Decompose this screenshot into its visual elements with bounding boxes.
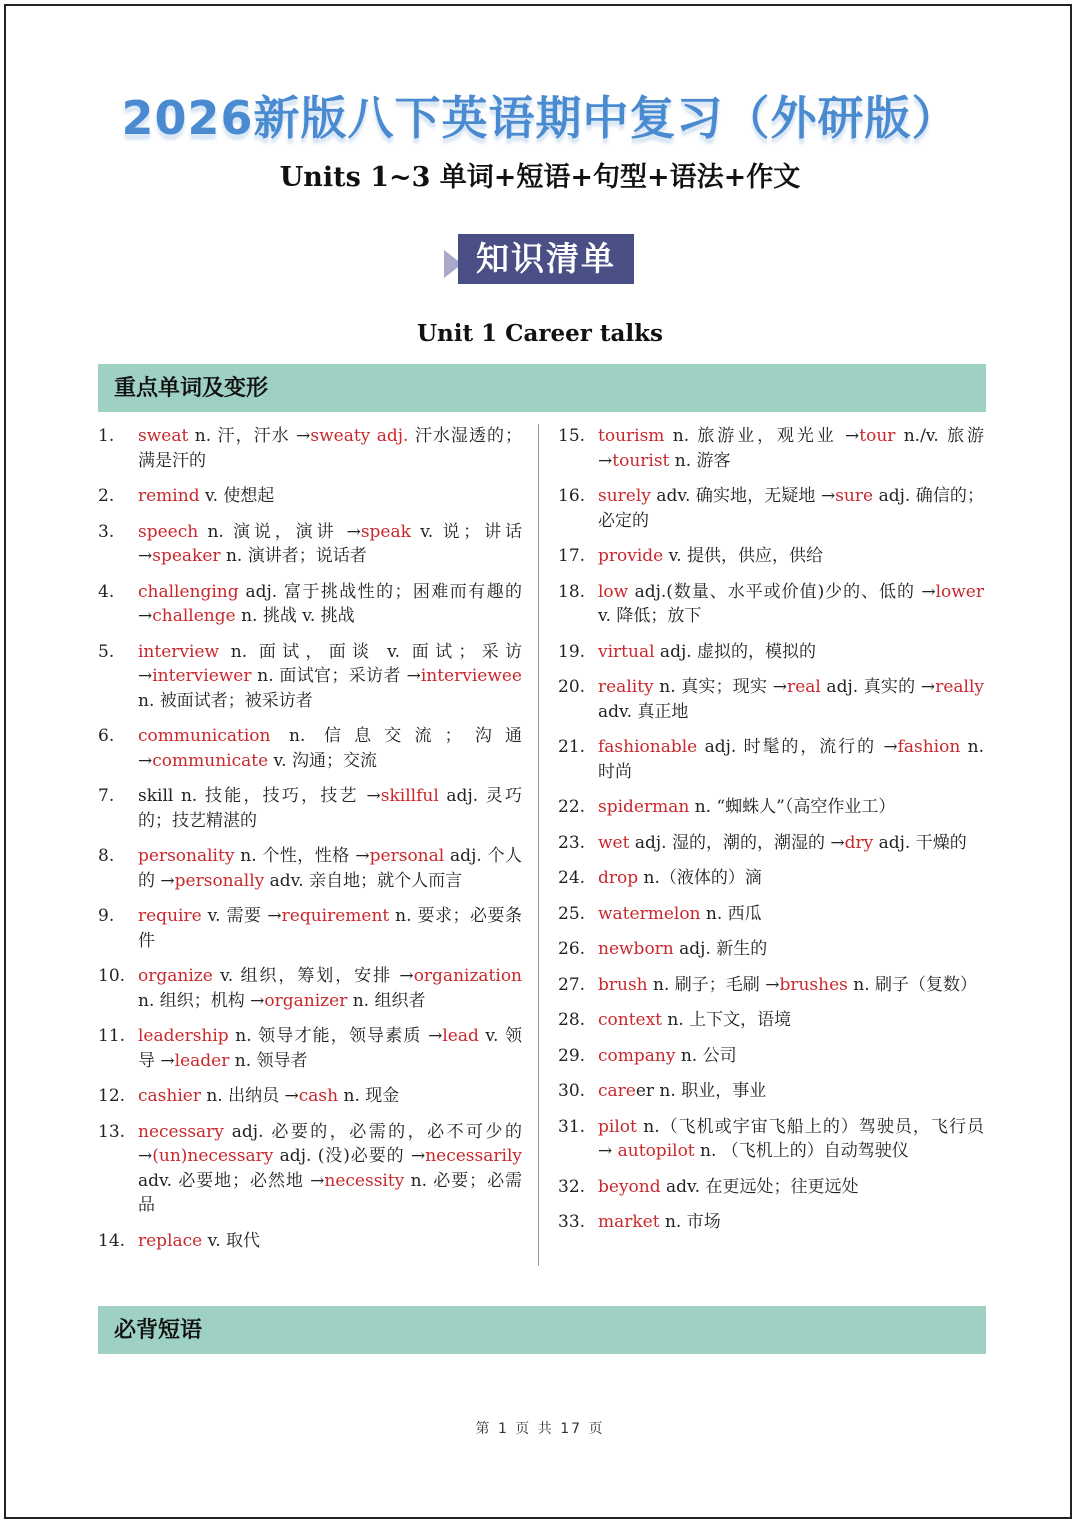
- page-number: 第 1 页 共 17 页: [475, 1421, 605, 1437]
- entry-number: 4.: [98, 581, 115, 602]
- entry-keyword: drop: [598, 868, 639, 888]
- entry-number: 8.: [98, 846, 115, 866]
- entry-keyword: tourism: [598, 426, 665, 446]
- entry-number: 10.: [98, 966, 126, 986]
- entry-definition: n. 市场: [659, 1212, 721, 1232]
- entry-definition: adj. 时髦的，流行的 →: [697, 737, 898, 757]
- entry-keyword: replace: [138, 1230, 203, 1251]
- entry-number: 15.: [558, 426, 586, 446]
- entry-number: 28.: [558, 1010, 586, 1030]
- column-divider: [538, 424, 539, 1266]
- entry-keyword: challenging: [138, 581, 239, 602]
- entry-number: 3.: [98, 521, 115, 542]
- entry-keyword: fashionable: [598, 737, 698, 757]
- entry-keyword: leadership: [138, 1026, 229, 1046]
- vocab-entry: [558, 735, 984, 784]
- vocab-entry: [558, 795, 984, 820]
- entry-definition: v. 沟通；交流: [268, 750, 377, 771]
- entry-definition: n. 真实；现实 →: [653, 677, 788, 697]
- entry-keyword: tour: [859, 426, 896, 446]
- entry-number: 26.: [558, 939, 586, 959]
- entry-number: 2.: [98, 486, 115, 506]
- entry-definition: n. 西瓜: [700, 903, 762, 924]
- entry-keyword: speech: [138, 521, 199, 542]
- entry-definition: 汗水湿透的；满是汗的: [138, 426, 523, 471]
- vocab-entry: [98, 424, 522, 473]
- entry-keyword: care: [598, 1081, 636, 1101]
- entry-number: 11.: [98, 1026, 126, 1046]
- entry-keyword: watermelon: [598, 903, 701, 924]
- entry-number: 9.: [98, 906, 115, 926]
- entry-definition: v. 组织，筹划，安排 →: [212, 966, 414, 986]
- page-subtitle: Units 1~3 单词+短语+句型+语法+作文: [279, 162, 801, 193]
- entry-definition: adv. 真正地: [598, 701, 689, 722]
- entry-definition: n. 演讲者；说话者: [220, 546, 367, 566]
- entry-definition: adj. 湿的，潮的，潮湿的 →: [629, 832, 845, 853]
- entry-definition: adv. 亲自地；就个人而言: [264, 870, 463, 891]
- entry-definition: n. 出纳员 →: [200, 1086, 299, 1106]
- entry-definition: v. 取代: [202, 1230, 261, 1251]
- entry-keyword: interviewer: [152, 666, 252, 686]
- entry-keyword: newborn: [598, 939, 674, 959]
- entry-definition: adj. 新生的: [673, 939, 768, 959]
- vocab-entry: [558, 1115, 984, 1164]
- entry-keyword: brushes: [779, 974, 848, 995]
- vocab-entry: [98, 520, 522, 569]
- vocab-entry: [98, 484, 522, 509]
- entry-definition: adj. 个人的 →: [138, 846, 523, 891]
- entry-keyword: real: [787, 677, 821, 697]
- vocab-entry: [98, 580, 522, 629]
- entry-definition: adv. 必要地；必然地 →: [138, 1170, 325, 1191]
- entry-number: 31.: [558, 1116, 586, 1137]
- entry-definition: n. 组织者: [347, 990, 426, 1011]
- entry-definition: v. 使想起: [199, 486, 275, 506]
- vocab-entry: [558, 902, 984, 927]
- entry-definition: n. 公司: [675, 1045, 737, 1066]
- entry-keyword: spiderman: [598, 797, 690, 817]
- entry-definition: n. 信息交流；沟通 →: [138, 726, 522, 771]
- entry-keyword: (un)necessary: [152, 1146, 274, 1166]
- entry-definition: v. 领导 →: [138, 1026, 522, 1071]
- entry-keyword: cash: [298, 1086, 339, 1106]
- vocab-entry: [558, 675, 984, 724]
- entry-number: 17.: [558, 546, 586, 566]
- section-header-phrases: 必背短语: [98, 1306, 986, 1354]
- entry-definition: n.（液体的）滴: [638, 868, 762, 888]
- vocab-entry: [558, 1079, 984, 1104]
- entry-number: 13.: [98, 1121, 126, 1142]
- entry-definition: adj. 确信的；必定的: [598, 486, 984, 531]
- entry-definition: n. 挑战 v. 挑战: [235, 606, 355, 626]
- entry-keyword: company: [598, 1045, 676, 1066]
- entry-definition: adv. 在更远处；往更远处: [660, 1176, 859, 1197]
- vocab-entry: [558, 544, 984, 569]
- entry-number: 33.: [558, 1212, 586, 1232]
- vocab-entry: [558, 1008, 984, 1033]
- vocab-entry: [98, 844, 522, 893]
- entry-keyword: speaker: [152, 546, 221, 566]
- badge-label: 知识清单: [458, 234, 634, 284]
- vocab-entry: [558, 973, 984, 998]
- entry-keyword: wet: [598, 832, 630, 853]
- entry-number: 18.: [558, 581, 586, 602]
- entry-keyword: personally: [174, 870, 265, 891]
- vocab-entry: [98, 1229, 522, 1254]
- entry-definition: n. 领导才能，领导素质 →: [228, 1026, 443, 1046]
- entry-definition: adj. 富于挑战性的；困难而有趣的 →: [138, 581, 522, 626]
- entry-definition: n. 汗，汗水 →: [188, 426, 311, 446]
- entry-keyword: necessity: [324, 1170, 405, 1191]
- entry-keyword: skillful: [380, 786, 439, 806]
- entry-definition: n. 必要；必需品: [138, 1170, 522, 1215]
- entry-definition: adj. 真实的 →: [820, 677, 936, 697]
- entry-definition: n. 要求；必要条件: [138, 906, 522, 951]
- entry-keyword: leader: [174, 1050, 230, 1071]
- entry-number: 12.: [98, 1086, 126, 1106]
- entry-definition: v. 降低；放下: [598, 606, 702, 626]
- vocab-entry: [558, 1044, 984, 1069]
- vocab-entry: [558, 1210, 984, 1235]
- entry-number: 32.: [558, 1176, 586, 1197]
- entry-definition: n. 面试官；采访者 →: [251, 666, 421, 686]
- entry-definition: n. 个性，性格 →: [234, 846, 370, 866]
- vocab-entry: [98, 964, 522, 1013]
- entry-keyword: provide: [598, 546, 664, 566]
- entry-keyword: lower: [935, 581, 984, 602]
- vocab-entry: [558, 831, 984, 856]
- vocab-entry: [98, 1084, 522, 1109]
- entry-keyword: surely: [598, 486, 651, 506]
- entry-keyword: brush: [598, 974, 648, 995]
- entry-definition: n. “蜘蛛人”（高空作业工）: [689, 797, 896, 817]
- entry-definition: n. 刷子；毛刷 →: [647, 974, 780, 995]
- entry-keyword: communication: [138, 726, 271, 746]
- entry-definition: n.（飞机或宇宙飞船上的）驾驶员，飞行员 →: [598, 1116, 984, 1161]
- vocab-entry: [98, 1120, 522, 1218]
- vocab-entry: [558, 640, 984, 665]
- entry-definition: n. 刷子（复数）: [847, 974, 978, 995]
- entry-definition: adj. 干燥的: [873, 832, 967, 853]
- entry-number: 16.: [558, 486, 586, 506]
- entry-definition: n. 面试，面谈 v. 面试；采访 →: [138, 641, 522, 686]
- entry-keyword: cashier: [138, 1086, 201, 1106]
- entry-keyword: necessarily: [425, 1146, 522, 1166]
- vocab-entry: [558, 580, 984, 629]
- entry-number: 22.: [558, 797, 586, 817]
- entry-keyword: necessary: [138, 1121, 224, 1142]
- entry-keyword: sure: [835, 486, 874, 506]
- entry-keyword: sweaty adj.: [310, 426, 409, 446]
- entry-definition: adj.(数量、水平或价值)少的、低的 →: [628, 581, 936, 602]
- entry-number: 29.: [558, 1045, 586, 1066]
- entry-keyword: speak: [360, 521, 411, 542]
- entry-definition: n. 被面试者；被采访者: [138, 690, 313, 711]
- entry-definition: v. 提供，供应，供给: [663, 546, 824, 566]
- entry-keyword: autopilot: [617, 1141, 695, 1161]
- entry-keyword: remind: [138, 486, 200, 506]
- vocab-column-right: [558, 424, 984, 1246]
- entry-keyword: really: [935, 677, 984, 697]
- entry-definition: n. 游客: [669, 450, 731, 471]
- entry-keyword: virtual: [598, 641, 655, 662]
- entry-definition: n. 时尚: [598, 737, 984, 782]
- entry-definition: n. （飞机上的）自动驾驶仪: [694, 1141, 909, 1161]
- vocab-entry: [98, 1024, 522, 1073]
- vocab-entry: [558, 937, 984, 962]
- entry-definition: er n. 职业，事业: [635, 1081, 767, 1101]
- entry-number: 30.: [558, 1081, 586, 1101]
- vocab-entry: [558, 866, 984, 891]
- entry-keyword: fashion: [897, 737, 961, 757]
- entry-keyword: beyond: [598, 1176, 661, 1197]
- entry-keyword: dry: [844, 832, 874, 853]
- entry-definition: adj. (没)必要的 →: [273, 1146, 426, 1166]
- entry-number: 7.: [98, 786, 115, 806]
- entry-definition: n. 组织；机构 →: [138, 990, 265, 1011]
- entry-definition: v. 说；讲话 →: [138, 521, 522, 566]
- entry-number: 20.: [558, 677, 586, 697]
- entry-definition: adj. 灵巧的；技艺精湛的: [138, 786, 522, 831]
- entry-number: 27.: [558, 974, 586, 995]
- entry-number: 5.: [98, 641, 115, 662]
- entry-keyword: requirement: [281, 906, 390, 926]
- entry-definition: adj. 必要的，必需的，必不可少的 →: [138, 1121, 522, 1166]
- vocab-entry: [558, 484, 984, 533]
- entry-definition: n. 现金: [338, 1086, 400, 1106]
- entry-keyword: organizer: [264, 990, 348, 1011]
- entry-definition: adj. 虚拟的，模拟的: [654, 641, 817, 662]
- entry-keyword: interview: [138, 641, 220, 662]
- unit-title: Unit 1 Career talks: [416, 320, 664, 347]
- entry-keyword: sweat: [138, 426, 189, 446]
- vocab-entry: [558, 1175, 984, 1200]
- entry-keyword: personal: [369, 846, 445, 866]
- entry-number: 1.: [98, 426, 115, 446]
- entry-number: 25.: [558, 903, 586, 924]
- entry-definition: skill n. 技能，技巧，技艺 →: [138, 786, 381, 806]
- entry-number: 21.: [558, 737, 586, 757]
- entry-number: 19.: [558, 641, 586, 662]
- entry-number: 6.: [98, 726, 115, 746]
- vocab-entry: [98, 640, 522, 714]
- vocab-entry: [98, 904, 522, 953]
- entry-definition: n. 上下文，语境: [662, 1010, 792, 1030]
- entry-definition: v. 需要 →: [201, 906, 282, 926]
- entry-keyword: tourist: [612, 450, 670, 471]
- entry-keyword: market: [598, 1212, 660, 1232]
- entry-keyword: require: [138, 906, 202, 926]
- entry-definition: n. 领导者: [229, 1050, 308, 1071]
- entry-keyword: low: [598, 581, 629, 602]
- entry-keyword: organize: [138, 966, 213, 986]
- section-badge: [444, 232, 638, 288]
- entry-keyword: pilot: [598, 1116, 637, 1137]
- entry-definition: n./v. 旅游 →: [598, 426, 984, 471]
- entry-definition: n. 旅游业，观光业 →: [664, 426, 860, 446]
- entry-keyword: interviewee: [420, 666, 522, 686]
- vocab-column-left: [98, 424, 522, 1264]
- section-header-key-words: 重点单词及变形: [98, 364, 986, 412]
- entry-number: 14.: [98, 1230, 126, 1251]
- entry-keyword: organization: [413, 966, 522, 986]
- entry-keyword: challenge: [152, 606, 236, 626]
- entry-keyword: communicate: [152, 750, 269, 771]
- vocab-entry: [558, 424, 984, 473]
- entry-number: 24.: [558, 868, 586, 888]
- entry-keyword: lead: [442, 1026, 479, 1046]
- vocab-entry: [98, 724, 522, 773]
- entry-keyword: personality: [138, 846, 235, 866]
- page-title: 2026新版八下英语期中复习（外研版）: [121, 91, 959, 145]
- entry-number: 23.: [558, 832, 586, 853]
- entry-keyword: reality: [598, 677, 654, 697]
- entry-definition: adv. 确实地，无疑地 →: [650, 486, 836, 506]
- vocab-entry: [98, 784, 522, 833]
- entry-definition: n. 演说，演讲 →: [198, 521, 361, 542]
- entry-keyword: context: [598, 1010, 663, 1030]
